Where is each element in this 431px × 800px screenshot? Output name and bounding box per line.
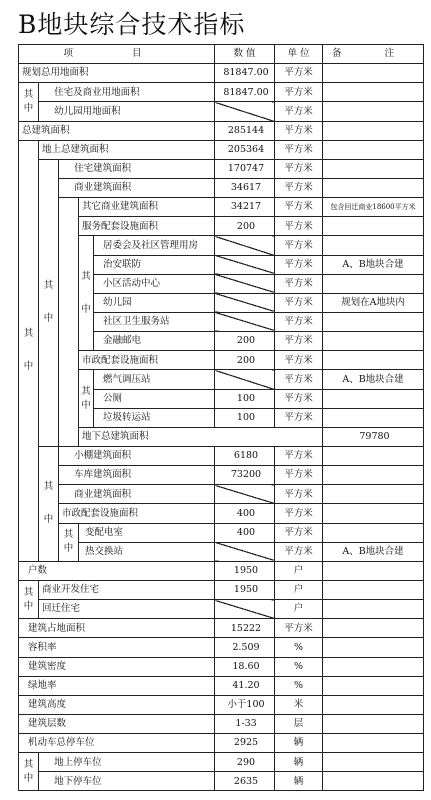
empty-value-cell <box>215 102 275 121</box>
row-unit: 层 <box>275 714 323 733</box>
row-label: 总建筑面积 <box>19 121 215 140</box>
table-row <box>19 657 424 676</box>
row-label: 幼儿园用地面积 <box>39 102 215 121</box>
row-note <box>323 753 424 772</box>
row-unit: % <box>275 638 323 657</box>
table-row <box>19 466 424 485</box>
row-note <box>323 178 424 197</box>
row-note <box>323 466 424 485</box>
row-unit: 辆 <box>275 734 323 753</box>
group-label-qizhong: 其 中 <box>19 140 39 561</box>
row-label: 商业开发住宅 <box>39 580 215 599</box>
table-row <box>19 600 424 619</box>
row-unit: 平方米 <box>275 504 323 523</box>
empty-value-cell <box>215 236 275 255</box>
row-label: 居委会及社区管理用房 <box>94 236 215 255</box>
row-note <box>323 332 424 351</box>
table-row <box>19 427 424 446</box>
row-unit: 户 <box>275 580 323 599</box>
row-value: 1950 <box>215 580 275 599</box>
row-unit: 平方米 <box>275 178 323 197</box>
group-label-qizhong: 其 中 <box>79 236 94 351</box>
row-unit: 平方米 <box>275 64 323 83</box>
row-note <box>323 561 424 580</box>
row-note <box>323 217 424 236</box>
header-unit: 单 位 <box>275 45 323 64</box>
row-label: 建筑占地面积 <box>19 619 215 638</box>
row-value: 41.20 <box>215 676 275 695</box>
row-value: 100 <box>215 408 275 427</box>
row-unit: 平方米 <box>275 83 323 102</box>
empty-value-cell <box>215 293 275 312</box>
row-unit: 平方米 <box>275 274 323 293</box>
table-row <box>19 178 424 197</box>
table-row <box>19 102 424 121</box>
row-unit: 平方米 <box>275 408 323 427</box>
table-row <box>19 140 424 159</box>
row-unit: 平方米 <box>275 121 323 140</box>
row-note <box>323 64 424 83</box>
group-label-qizhong: 其 中 <box>39 159 59 446</box>
empty-value-cell <box>215 370 275 389</box>
table-row <box>19 619 424 638</box>
table-header-row <box>19 45 424 64</box>
row-label: 回迁住宅 <box>39 600 215 619</box>
row-unit: % <box>275 657 323 676</box>
row-label: 商业建筑面积 <box>59 178 215 197</box>
row-value: 170747 <box>215 159 275 178</box>
row-label: 建筑层数 <box>19 714 215 733</box>
table-row <box>19 351 424 370</box>
row-note <box>323 523 424 542</box>
row-unit: 辆 <box>275 772 323 791</box>
header-value: 数 值 <box>215 45 275 64</box>
table-row <box>19 714 424 733</box>
table-row <box>19 446 424 465</box>
row-note <box>323 619 424 638</box>
row-unit: 平方米 <box>275 236 323 255</box>
row-label: 住宅及商业用地面积 <box>39 83 215 102</box>
row-value: 2635 <box>215 772 275 791</box>
table-row <box>19 121 424 140</box>
table-row <box>19 638 424 657</box>
row-value: 79780 <box>323 427 424 446</box>
row-label: 社区卫生服务站 <box>94 312 215 331</box>
row-value: 205364 <box>215 140 275 159</box>
row-note: 规划在A地块内 <box>323 293 424 312</box>
table-row <box>19 676 424 695</box>
table-row <box>19 159 424 178</box>
empty-value-cell <box>215 600 275 619</box>
row-label: 小区活动中心 <box>94 274 215 293</box>
group-label-qizhong: 其 中 <box>79 370 94 427</box>
row-note <box>323 580 424 599</box>
header-item: 项 目 <box>19 45 215 64</box>
row-note: A、B地块合建 <box>323 370 424 389</box>
row-label: 金融邮电 <box>94 332 215 351</box>
row-label: 市政配套设施面积 <box>59 504 215 523</box>
group-label-qizhong: 其 中 <box>19 580 39 618</box>
row-label: 幼儿园 <box>94 293 215 312</box>
row-label: 绿地率 <box>19 676 215 695</box>
row-label: 容积率 <box>19 638 215 657</box>
row-value: 15222 <box>215 619 275 638</box>
row-label: 户数 <box>19 561 215 580</box>
table-row <box>19 83 424 102</box>
table-row <box>19 580 424 599</box>
row-label: 公厕 <box>94 389 215 408</box>
row-note <box>323 236 424 255</box>
table-row <box>19 370 424 389</box>
row-note <box>323 102 424 121</box>
row-value: 200 <box>215 217 275 236</box>
row-label: 其它商业建筑面积 <box>79 198 215 217</box>
table-row <box>19 198 424 217</box>
row-label: 热交换站 <box>79 542 215 561</box>
row-note: A、B地块合建 <box>323 542 424 561</box>
row-unit: 平方米 <box>275 542 323 561</box>
row-unit: 平方米 <box>275 446 323 465</box>
row-note: A、B地块合建 <box>323 255 424 274</box>
row-note <box>323 638 424 657</box>
row-note <box>323 734 424 753</box>
row-note <box>323 140 424 159</box>
row-value: 81847.00 <box>215 64 275 83</box>
row-value: 2.509 <box>215 638 275 657</box>
row-label: 地下停车位 <box>39 772 215 791</box>
group-label-qizhong: 其 中 <box>19 83 39 121</box>
table-row <box>19 734 424 753</box>
row-label: 规划总用地面积 <box>19 64 215 83</box>
row-note <box>323 274 424 293</box>
header-note: 备 注 <box>323 45 424 64</box>
row-unit: % <box>275 676 323 695</box>
row-label: 地下总建筑面积 <box>79 427 323 446</box>
group-label-qizhong: 其 中 <box>59 523 79 561</box>
row-value: 285144 <box>215 121 275 140</box>
row-label: 治安联防 <box>94 255 215 274</box>
row-value: 6180 <box>215 446 275 465</box>
page-title: B地块综合技术指标 <box>18 10 246 39</box>
row-unit: 平方米 <box>275 389 323 408</box>
row-note: 包含回迁商业18600平方米 <box>323 198 424 217</box>
row-unit: 平方米 <box>275 140 323 159</box>
row-note <box>323 695 424 714</box>
table-row <box>19 485 424 504</box>
row-note <box>323 600 424 619</box>
row-label: 住宅建筑面积 <box>59 159 215 178</box>
row-value: 34217 <box>215 198 275 217</box>
row-label: 车库建筑面积 <box>59 466 215 485</box>
row-label: 建筑密度 <box>19 657 215 676</box>
row-value: 200 <box>215 351 275 370</box>
group-spacer <box>59 198 79 447</box>
row-unit: 平方米 <box>275 466 323 485</box>
row-value: 400 <box>215 523 275 542</box>
row-label: 变配电室 <box>79 523 215 542</box>
row-label: 服务配套设施面积 <box>79 217 215 236</box>
row-note <box>323 446 424 465</box>
row-unit: 平方米 <box>275 351 323 370</box>
empty-value-cell <box>215 485 275 504</box>
row-value: 小于100 <box>215 695 275 714</box>
row-label: 建筑高度 <box>19 695 215 714</box>
row-note <box>323 772 424 791</box>
row-label: 燃气调压站 <box>94 370 215 389</box>
row-value: 400 <box>215 504 275 523</box>
row-unit: 平方米 <box>275 102 323 121</box>
row-note <box>323 389 424 408</box>
row-unit: 户 <box>275 561 323 580</box>
table-row <box>19 504 424 523</box>
row-unit: 户 <box>275 600 323 619</box>
row-unit: 平方米 <box>275 217 323 236</box>
row-note <box>323 714 424 733</box>
row-unit: 平方米 <box>275 293 323 312</box>
row-unit: 平方米 <box>275 255 323 274</box>
row-value: 200 <box>215 332 275 351</box>
row-unit: 平方米 <box>275 370 323 389</box>
row-value: 290 <box>215 753 275 772</box>
row-note <box>323 485 424 504</box>
row-value: 34617 <box>215 178 275 197</box>
row-unit: 平方米 <box>275 523 323 542</box>
table-row <box>19 772 424 791</box>
row-label: 地上停车位 <box>39 753 215 772</box>
table-row <box>19 695 424 714</box>
table-row <box>19 64 424 83</box>
row-label: 垃圾转运站 <box>94 408 215 427</box>
table-row <box>19 561 424 580</box>
row-note <box>323 657 424 676</box>
row-note <box>323 83 424 102</box>
row-note <box>323 312 424 331</box>
row-value: 73200 <box>215 466 275 485</box>
empty-value-cell <box>215 542 275 561</box>
row-unit: 平方米 <box>275 312 323 331</box>
table-row <box>19 542 424 561</box>
row-note <box>323 159 424 178</box>
table-row <box>19 753 424 772</box>
row-value: 2925 <box>215 734 275 753</box>
row-label: 商业建筑面积 <box>59 485 215 504</box>
row-value: 81847.00 <box>215 83 275 102</box>
row-note <box>323 676 424 695</box>
row-value: 1-33 <box>215 714 275 733</box>
group-label-qizhong: 其 中 <box>39 446 59 561</box>
table-row <box>19 236 424 255</box>
row-unit: 辆 <box>275 753 323 772</box>
row-unit: 平方米 <box>275 198 323 217</box>
row-note <box>323 504 424 523</box>
row-note <box>323 121 424 140</box>
row-value: 1950 <box>215 561 275 580</box>
row-unit: 平方米 <box>275 619 323 638</box>
table-row <box>19 217 424 236</box>
group-label-qizhong: 其 中 <box>19 753 39 791</box>
row-value: 18.60 <box>215 657 275 676</box>
row-label: 小棚建筑面积 <box>59 446 215 465</box>
row-label: 地上总建筑面积 <box>39 140 215 159</box>
row-note <box>323 408 424 427</box>
row-value: 100 <box>215 389 275 408</box>
table-row <box>19 523 424 542</box>
row-unit: 平方米 <box>275 159 323 178</box>
empty-value-cell <box>215 255 275 274</box>
indicator-table <box>18 44 424 791</box>
row-unit: 平方米 <box>275 332 323 351</box>
empty-value-cell <box>215 274 275 293</box>
empty-value-cell <box>215 312 275 331</box>
row-label: 机动车总停车位 <box>19 734 215 753</box>
row-unit: 米 <box>275 695 323 714</box>
row-note <box>323 351 424 370</box>
row-unit: 平方米 <box>275 485 323 504</box>
row-label: 市政配套设施面积 <box>79 351 215 370</box>
